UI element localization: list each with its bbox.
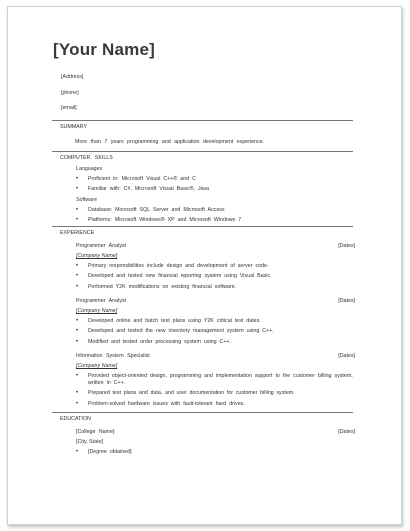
list-item: • [Degree obtained]: [88, 449, 132, 455]
list-item: • Problem-solved hardware issues with fault-tolerant hard drives.: [88, 401, 245, 407]
education-dates: [Dates]: [338, 429, 355, 435]
job-title: Programmer Analyst: [76, 243, 126, 249]
list-item: • Database: Microsoft SQL Server and Microsoft Access: [88, 207, 225, 213]
phone: [phone]: [61, 90, 79, 96]
company-name: [Company Name]: [76, 363, 118, 369]
software-label: Software: [76, 197, 97, 203]
list-item: • Provided object-oriented design, programming and implementation support to the customer billing system, written in C++.: [88, 373, 353, 387]
list-item: • Primary responsibilities include design and development of server code.: [88, 263, 268, 269]
job-title: Information System Specialist: [76, 353, 150, 359]
section-divider: [52, 120, 353, 121]
city-state: [City, State]: [76, 439, 103, 445]
list-item: • Prepared test plans and data, and user documentation for customer billing system.: [88, 390, 295, 396]
list-item: • Developed online and batch test plans using Y2K critical test dates.: [88, 318, 261, 324]
section-divider: [52, 151, 353, 152]
job-dates: [Dates]: [338, 353, 355, 359]
list-item: • Developed and tested the new inventory management system using C++.: [88, 328, 274, 334]
job-dates: [Dates]: [338, 243, 355, 249]
list-item: • Proficient in: Microsoft Visual C++® and C: [88, 176, 196, 182]
job-title: Programmer Analyst: [76, 298, 126, 304]
email: [email]: [61, 105, 77, 111]
list-item: • Platforms: Microsoft Windows® XP and Microsoft Windows 7: [88, 217, 241, 223]
education-heading: EDUCATION: [60, 416, 91, 422]
list-item: • Modified and tested order processing system using C++.: [88, 339, 231, 345]
resume-name: [Your Name]: [53, 40, 156, 59]
summary-text: More than 7 years programming and application development experience.: [75, 139, 265, 145]
list-item: • Familiar with: C#, Microsoft Visual Basic®, Java: [88, 186, 209, 192]
address: [Address]: [61, 74, 84, 80]
languages-label: Languages: [76, 166, 103, 172]
skills-heading: COMPUTER SKILLS: [60, 155, 113, 161]
list-item: • Developed and tested new financial reporting system using Visual Basic.: [88, 273, 272, 279]
company-name: [Company Name]: [76, 308, 118, 314]
summary-heading: SUMMARY: [60, 124, 87, 130]
section-divider: [52, 226, 353, 227]
job-dates: [Dates]: [338, 298, 355, 304]
college-name: [College Name]: [76, 429, 115, 435]
section-divider: [52, 412, 353, 413]
company-name: [Company Name]: [76, 253, 118, 259]
list-item: • Performed Y2K modifications on existing financial software.: [88, 284, 236, 290]
experience-heading: EXPERIENCE: [60, 230, 95, 236]
